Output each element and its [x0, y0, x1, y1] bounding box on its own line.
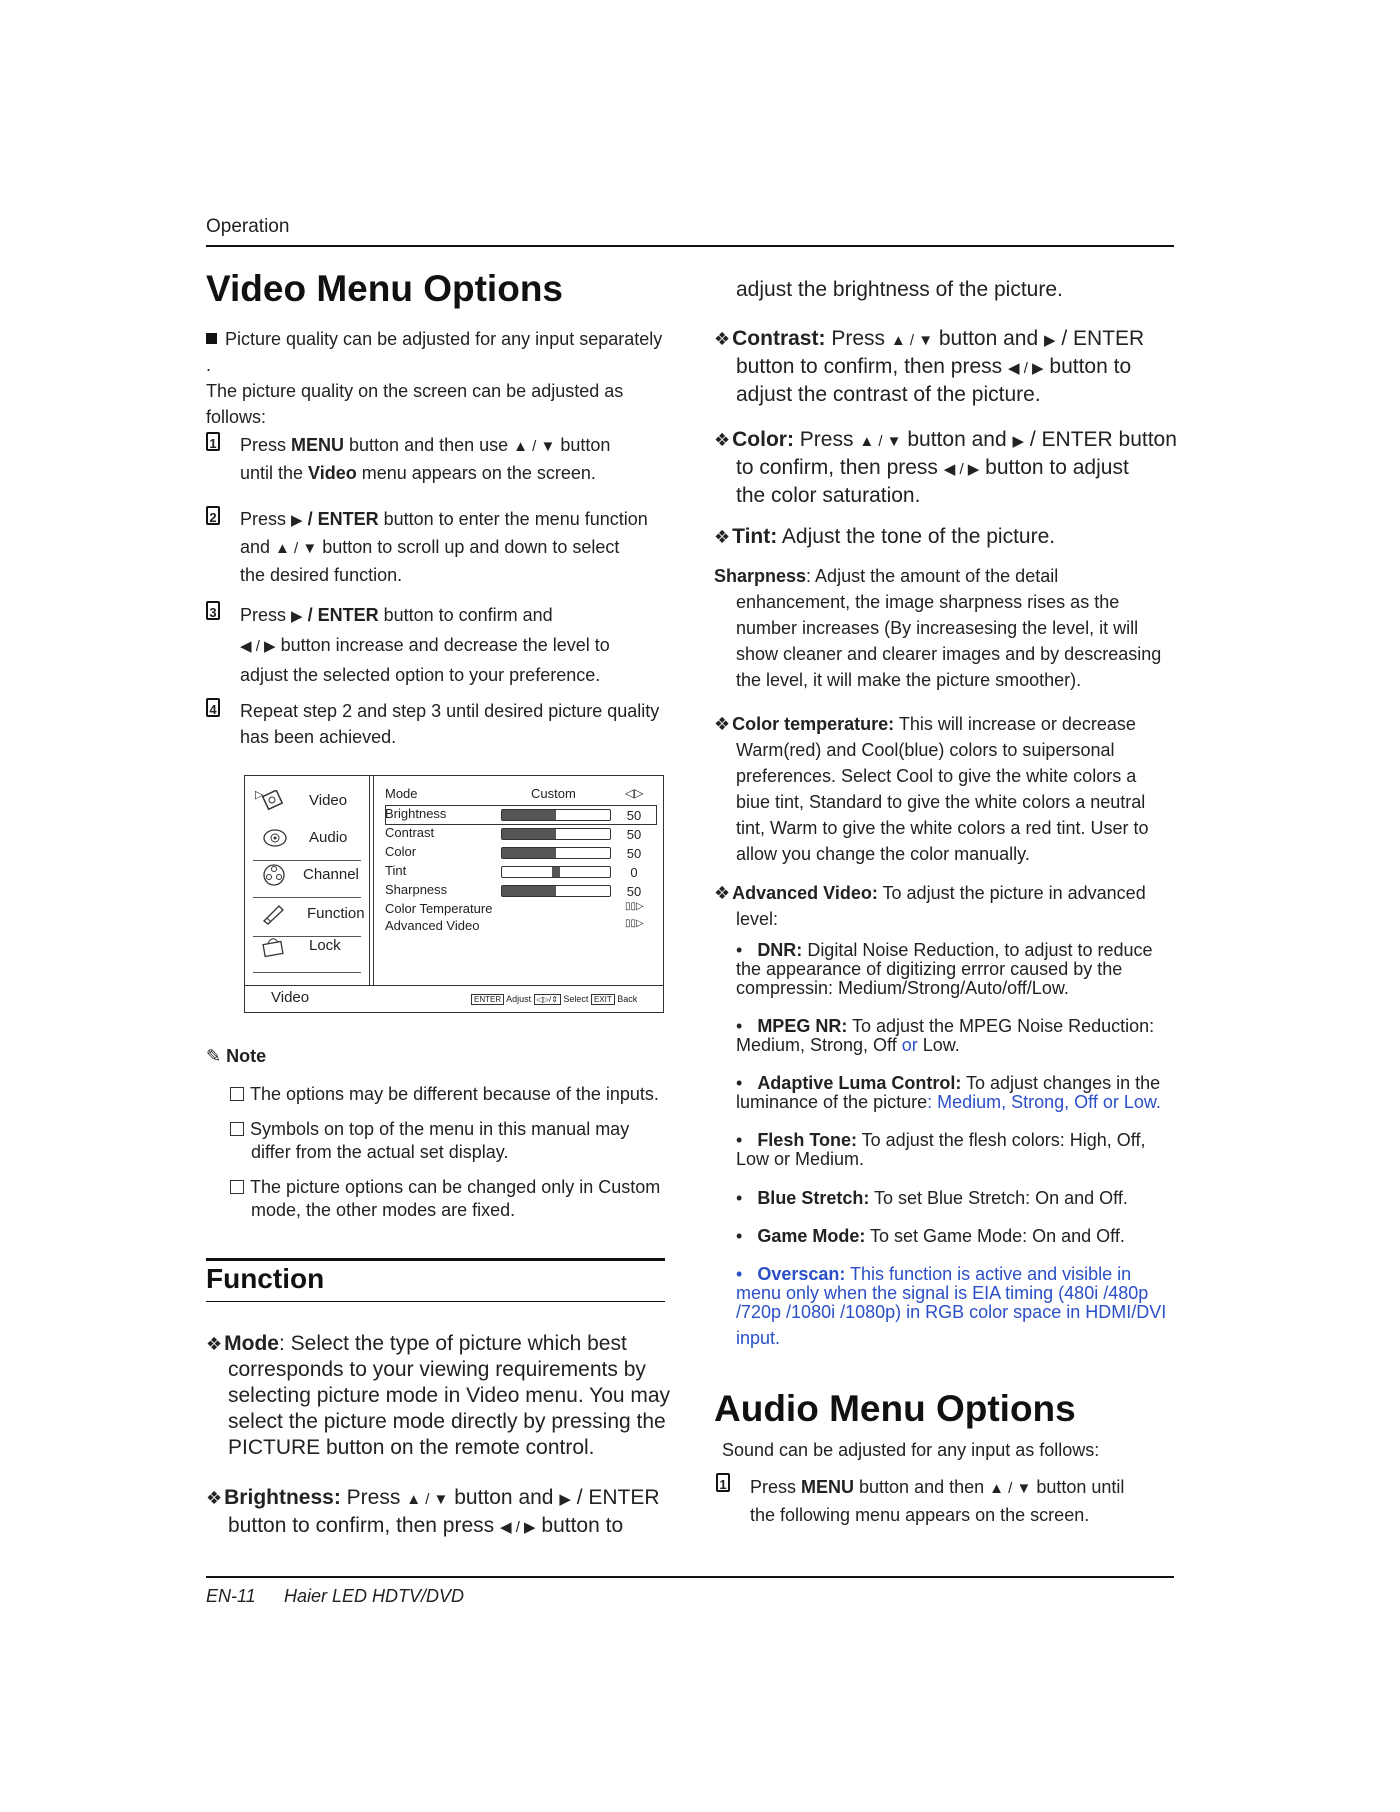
note-item: Symbols on top of the menu in this manual may differ from the actual set display.: [230, 1118, 671, 1164]
sub-item-flesh-tone: • Flesh Tone: To adjust the flesh colors: High, Off, Low or Medium.: [736, 1130, 1146, 1169]
menu-row-mode: Mode Custom ◁▷: [385, 786, 644, 801]
menu-row-contrast: Contrast 50: [385, 825, 642, 842]
note-heading: ✎ Note: [206, 1046, 267, 1066]
sharpness-description: Sharpness: Adjust the amount of the detail enhancement, the image sharpness rises as the number increases (By increasesing the level, it will show cleaner and clearer images and by descreasing the level, it will make the picture smoother).: [714, 566, 1162, 690]
diamond-bullet-icon: ❖: [714, 527, 731, 547]
left-right-arrows-icon: ◁▷: [625, 786, 644, 800]
mode-description: ❖Mode: Select the type of picture which best corresponds to your viewing requirements by selecting picture mode in Video menu. You may select the picture mode directly by pressing the PICTURE button on the remote control.: [206, 1332, 671, 1459]
function-bottom-rule: [206, 1301, 665, 1302]
step-number: 2: [206, 506, 220, 525]
step-2-text: Press ▶ / ENTER button to enter the menu function and ▲ / ▼ button to scroll up and down to select the desired function.: [240, 509, 648, 585]
level-bar: [501, 885, 611, 897]
menu-item-audio: Audio: [253, 823, 361, 855]
diamond-bullet-icon: ❖: [714, 329, 731, 349]
contrast-description: ❖Contrast: Press ▲ / ▼ button and ▶ / ENTER button to confirm, then press ◀ / ▶ button to adjust the contrast of the picture.: [714, 327, 1145, 406]
intro-text: The picture quality on the screen can be adjusted as follows:: [206, 381, 624, 427]
diamond-bullet-icon: ❖: [714, 714, 731, 734]
step-4-text: Repeat step 2 and step 3 until desired picture quality has been achieved.: [240, 701, 660, 747]
page-title: Video Menu Options: [206, 268, 563, 309]
step-number: 1: [716, 1473, 730, 1492]
menu-row-sharpness: Sharpness 50: [385, 882, 642, 899]
menu-footer: Video ENTER Adjust ◁▷/⇕ Select EXIT Back: [245, 985, 663, 1012]
brightness-continued: adjust the brightness of the picture.: [736, 278, 1063, 301]
level-bar: [501, 866, 611, 878]
square-bullet-icon: [206, 333, 217, 344]
note-item: The picture options can be changed only in Custom mode, the other modes are fixed.: [230, 1176, 681, 1222]
pencil-icon: ✎: [206, 1046, 222, 1066]
video-menu-illustration: [244, 775, 664, 1013]
sub-item-mpeg-nr: • MPEG NR: To adjust the MPEG Noise Reduction: Medium, Strong, Off or Low.: [736, 1016, 1155, 1055]
menu-item-video: Video: [253, 786, 361, 818]
note-item: The options may be different because of the inputs.: [230, 1083, 670, 1106]
checkbox-bullet-icon: [230, 1122, 244, 1136]
audio-step-1-text: Press MENU button and then ▲ / ▼ button until the following menu appears on the screen.: [750, 1477, 1125, 1525]
step-number: 1: [206, 432, 220, 451]
step-number: 4: [206, 698, 220, 717]
menu-item-lock: Lock: [253, 931, 361, 963]
audio-intro: Sound can be adjusted for any input as follows:: [722, 1440, 1100, 1460]
product-name: Haier LED HDTV/DVD: [284, 1586, 465, 1606]
level-bar: [501, 847, 611, 859]
adjust-arrows-icon: ◁▷/⇕: [534, 994, 561, 1005]
diamond-bullet-icon: ❖: [714, 883, 731, 903]
audio-icon: [261, 827, 287, 849]
level-bar: [501, 828, 611, 840]
lock-icon: [261, 935, 287, 957]
function-top-rule: [206, 1258, 665, 1261]
intro-bullet: Picture quality can be adjusted for any input separately .: [206, 329, 663, 375]
menu-item-function: Function: [253, 899, 361, 931]
page-number: EN-11: [206, 1586, 256, 1606]
step-number: 3: [206, 601, 220, 620]
diamond-bullet-icon: ❖: [206, 1488, 223, 1508]
footer-rule: [206, 1576, 1174, 1578]
sub-item-overscan: • Overscan: This function is active and visible in menu only when the signal is EIA timing (480i /480p /720p /1080i /1080p) in RGB color space in HDMI/DVI input.: [736, 1264, 1167, 1348]
step-1-text: Press MENU button and then use ▲ / ▼ button until the Video menu appears on the screen.: [240, 435, 611, 483]
color-description: ❖Color: Press ▲ / ▼ button and ▶ / ENTER button to confirm, then press ◀ / ▶ button to adjust the color saturation.: [714, 428, 1177, 507]
submenu-arrow-icon: ▯▯▷: [625, 901, 644, 912]
diamond-bullet-icon: ❖: [714, 430, 731, 450]
level-bar: [501, 809, 611, 821]
submenu-arrow-icon: ▯▯▷: [625, 918, 644, 929]
color-temperature-description: ❖ Color temperature: This will increase or decrease Warm(red) and Cool(blue) colors to suipersonal preferences. Select Cool to give the white colors a biue tint, Standard to give the white colors a neutral tint, Warm to give the white colors a red tint. User to allow you change the color manually.: [714, 714, 1149, 864]
menu-item-channel: Channel: [253, 860, 361, 892]
checkbox-bullet-icon: [230, 1180, 244, 1194]
function-heading: Function: [206, 1263, 325, 1294]
sub-item-dnr: • DNR: Digital Noise Reduction, to adjust to reduce the appearance of digitizing errror caused by the compressin: Medium/Strong/Auto/off/Low.: [736, 940, 1153, 998]
menu-selection-arrow: ▷: [255, 789, 264, 801]
sub-item-game-mode: • Game Mode: To set Game Mode: On and Off.: [736, 1226, 1125, 1246]
menu-row-color-temperature: Color Temperature ▯▯▷: [385, 901, 644, 916]
advanced-video-description: ❖ Advanced Video: To adjust the picture in advanced level:: [714, 883, 1146, 929]
channel-icon: [261, 864, 287, 886]
sub-item-adaptive-luma: • Adaptive Luma Control: To adjust changes in the luminance of the picture: Medium, Strong, Off or Low.: [736, 1073, 1161, 1112]
function-icon: [261, 903, 287, 925]
sub-item-blue-stretch: • Blue Stretch: To set Blue Stretch: On and Off.: [736, 1188, 1128, 1208]
header-rule: [206, 245, 1174, 247]
video-icon: [261, 790, 287, 812]
brightness-description: ❖Brightness: Press ▲ / ▼ button and ▶ / ENTER button to confirm, then press ◀ / ▶ button to: [206, 1486, 660, 1537]
tint-description: ❖Tint: Adjust the tone of the picture.: [714, 525, 1056, 548]
checkbox-bullet-icon: [230, 1087, 244, 1101]
menu-row-color: Color 50: [385, 844, 642, 861]
audio-section-title: Audio Menu Options: [714, 1388, 1076, 1429]
menu-row-advanced-video: Advanced Video ▯▯▷: [385, 918, 644, 933]
menu-row-brightness: Brightness 50: [385, 806, 642, 823]
menu-row-tint: Tint 0: [385, 863, 638, 880]
diamond-bullet-icon: ❖: [206, 1334, 223, 1354]
step-3-text: Press ▶ / ENTER button to confirm and ◀ / ▶ button increase and decrease the level to adjust the selected option to your preference.: [240, 605, 610, 685]
running-header: Operation: [206, 216, 290, 237]
